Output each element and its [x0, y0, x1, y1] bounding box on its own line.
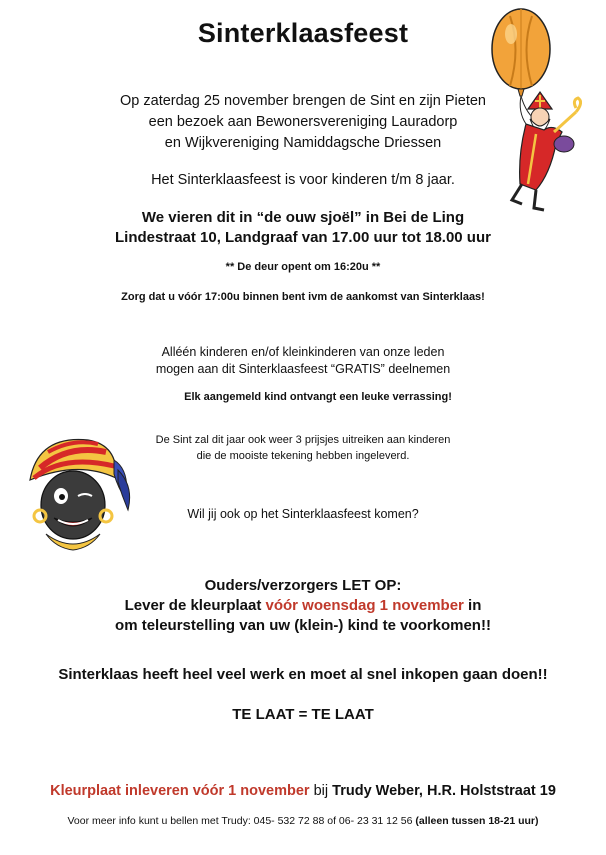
members-line: Alléén kinderen en/of kleinkinderen van onze leden — [161, 345, 445, 359]
members-paragraph — [0, 344, 606, 378]
parents-text: in — [463, 597, 482, 614]
prizes-line: die de mooiste tekening hebben ingeleverd. — [196, 450, 410, 462]
prizes-line: De Sint zal dit jaar ook weer 3 prijsjes uitreiken aan kinderen — [155, 434, 451, 446]
arrival-note: Zorg dat u vóór 17:00u binnen bent ivm de aankomst van Sinterklaas! — [121, 291, 485, 303]
parents-paragraph — [0, 576, 606, 636]
parents-text: Lever de kleurplaat — [124, 597, 266, 614]
question-line: Wil jij ook op het Sinterklaasfeest komen? — [187, 507, 419, 521]
piet-illustration — [18, 430, 138, 555]
intro-line: een bezoek aan Bewonersvereniging Lauradorp — [148, 114, 458, 130]
age-line: Het Sinterklaasfeest is voor kinderen t/m 8 jaar. — [151, 172, 455, 188]
parents-line: om teleurstelling van uw (klein-) kind te voorkomen!! — [115, 617, 491, 634]
info-hours: (alleen tussen 18-21 uur) — [415, 815, 539, 827]
sinterklaas-balloon-illustration — [478, 4, 588, 219]
info-text: Voor meer info kunt u bellen met Trudy: 045- 532 72 88 of 06- 23 31 12 56 — [67, 815, 416, 827]
deliver-address: Trudy Weber, H.R. Holststraat 19 — [332, 783, 556, 799]
intro-line: en Wijkvereniging Namiddagsche Driessen — [164, 135, 442, 151]
deadline-highlight: vóór woensdag 1 november — [265, 597, 464, 614]
too-late-line: TE LAAT = TE LAAT — [232, 706, 374, 723]
busy-line: Sinterklaas heeft heel veel werk en moet al snel inkopen gaan doen!! — [58, 666, 548, 683]
page-title: Sinterklaasfeest — [197, 18, 409, 48]
info-line — [0, 814, 606, 828]
surprise-note: Elk aangemeld kind ontvangt een leuke verrassing! — [184, 391, 452, 403]
deliver-text: bij — [309, 783, 333, 799]
door-note: ** De deur opent om 16:20u ** — [225, 261, 381, 273]
deliver-deadline: Kleurplaat inleveren vóór 1 november — [50, 783, 310, 799]
members-line: mogen aan dit Sinterklaasfeest “GRATIS” deelnemen — [155, 362, 451, 376]
parents-line — [0, 596, 606, 616]
location-line: Lindestraat 10, Landgraaf van 17.00 uur tot 18.00 uur — [115, 229, 491, 246]
intro-line: Op zaterdag 25 november brengen de Sint en zijn Pieten — [120, 93, 486, 109]
location-line: We vieren dit in “de ouw sjoël” in Bei de Ling — [141, 209, 465, 226]
deliver-line — [0, 781, 606, 801]
parents-heading: Ouders/verzorgers LET OP: — [204, 577, 402, 594]
